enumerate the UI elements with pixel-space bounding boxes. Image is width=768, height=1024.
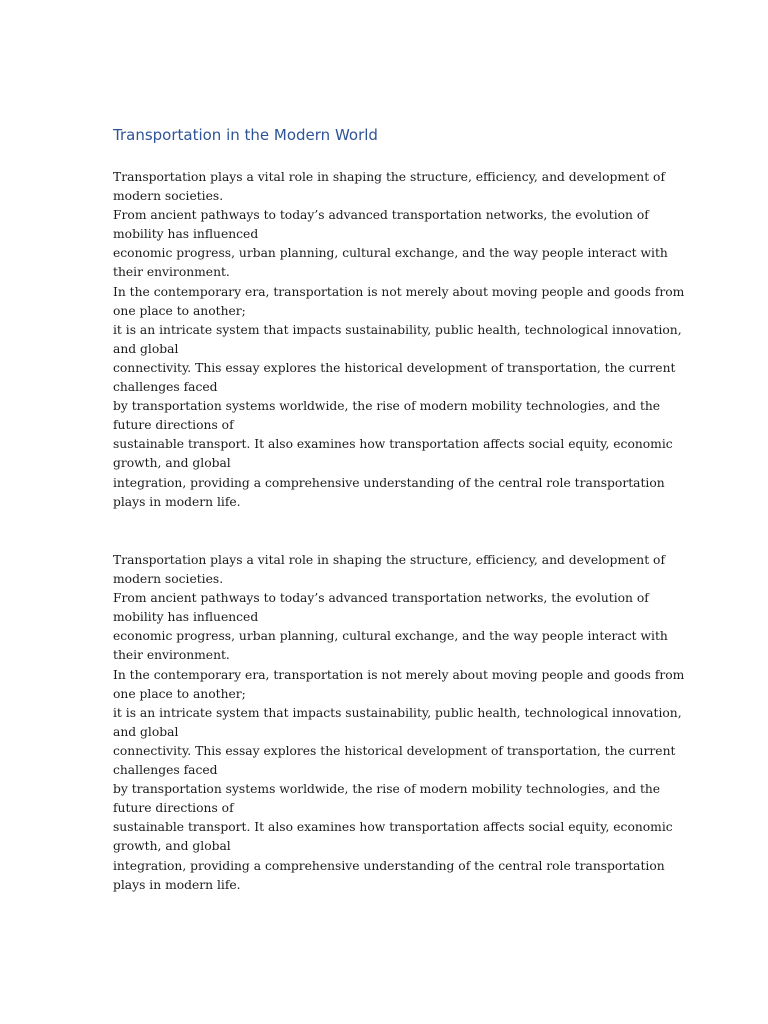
paragraph-line: growth, and global [113, 456, 231, 471]
paragraph-line: integration, providing a comprehensive understanding of the central role transportation [113, 475, 665, 490]
paragraph-line: future directions of [113, 801, 234, 816]
paragraph-line: mobility has influenced [113, 610, 259, 625]
paragraph-line: one place to another; [113, 303, 246, 318]
paragraph-line: and global [113, 341, 179, 356]
paragraph-line: In the contemporary era, transportation is not merely about moving people and goods from [113, 284, 685, 299]
paragraph-line: From ancient pathways to today’s advanced transportation networks, the evolution of [113, 208, 649, 223]
paragraph-line: Transportation plays a vital role in shaping the structure, efficiency, and development of [113, 553, 666, 567]
paragraph-line: In the contemporary era, transportation is not merely about moving people and goods from [113, 667, 685, 682]
body-paragraph-2 [113, 551, 685, 895]
paragraph-line: and global [113, 724, 179, 739]
paragraph-line: their environment. [113, 265, 230, 280]
paragraph-line: connectivity. This essay explores the historical development of transportation, the current [113, 743, 676, 758]
paragraph-line: modern societies. [113, 189, 224, 204]
paragraph-line: by transportation systems worldwide, the rise of modern mobility technologies, and the [113, 399, 661, 414]
paragraph-line: integration, providing a comprehensive understanding of the central role transportation [113, 858, 665, 873]
paragraph-line: it is an intricate system that impacts sustainability, public health, technological innovation, [113, 705, 682, 720]
paragraph-line: challenges faced [113, 763, 218, 778]
document-title: Transportation in the Modern World [113, 126, 378, 144]
paragraph-line: challenges faced [113, 380, 218, 395]
paragraph-line: From ancient pathways to today’s advanced transportation networks, the evolution of [113, 591, 649, 606]
body-paragraph-1 [113, 168, 685, 512]
paragraph-line: their environment. [113, 648, 230, 663]
paragraph-line: it is an intricate system that impacts sustainability, public health, technological innovation, [113, 322, 682, 337]
paragraph-line: one place to another; [113, 686, 246, 701]
paragraph-line: economic progress, urban planning, cultural exchange, and the way people interact with [113, 629, 668, 644]
paragraph-line: mobility has influenced [113, 227, 259, 242]
paragraph-line: plays in modern life. [113, 877, 241, 892]
paragraph-line: sustainable transport. It also examines how transportation affects social equity, economic [113, 820, 673, 835]
paragraph-line: connectivity. This essay explores the historical development of transportation, the current [113, 360, 676, 375]
paragraph-line: economic progress, urban planning, cultural exchange, and the way people interact with [113, 246, 668, 261]
paragraph-line: future directions of [113, 418, 234, 433]
paragraph-line: plays in modern life. [113, 494, 241, 509]
paragraph-line: by transportation systems worldwide, the rise of modern mobility technologies, and the [113, 782, 661, 797]
paragraph-line: Transportation plays a vital role in shaping the structure, efficiency, and development of [113, 170, 666, 184]
paragraph-line: growth, and global [113, 839, 231, 854]
paragraph-line: sustainable transport. It also examines how transportation affects social equity, economic [113, 437, 673, 452]
paragraph-line: modern societies. [113, 572, 224, 587]
